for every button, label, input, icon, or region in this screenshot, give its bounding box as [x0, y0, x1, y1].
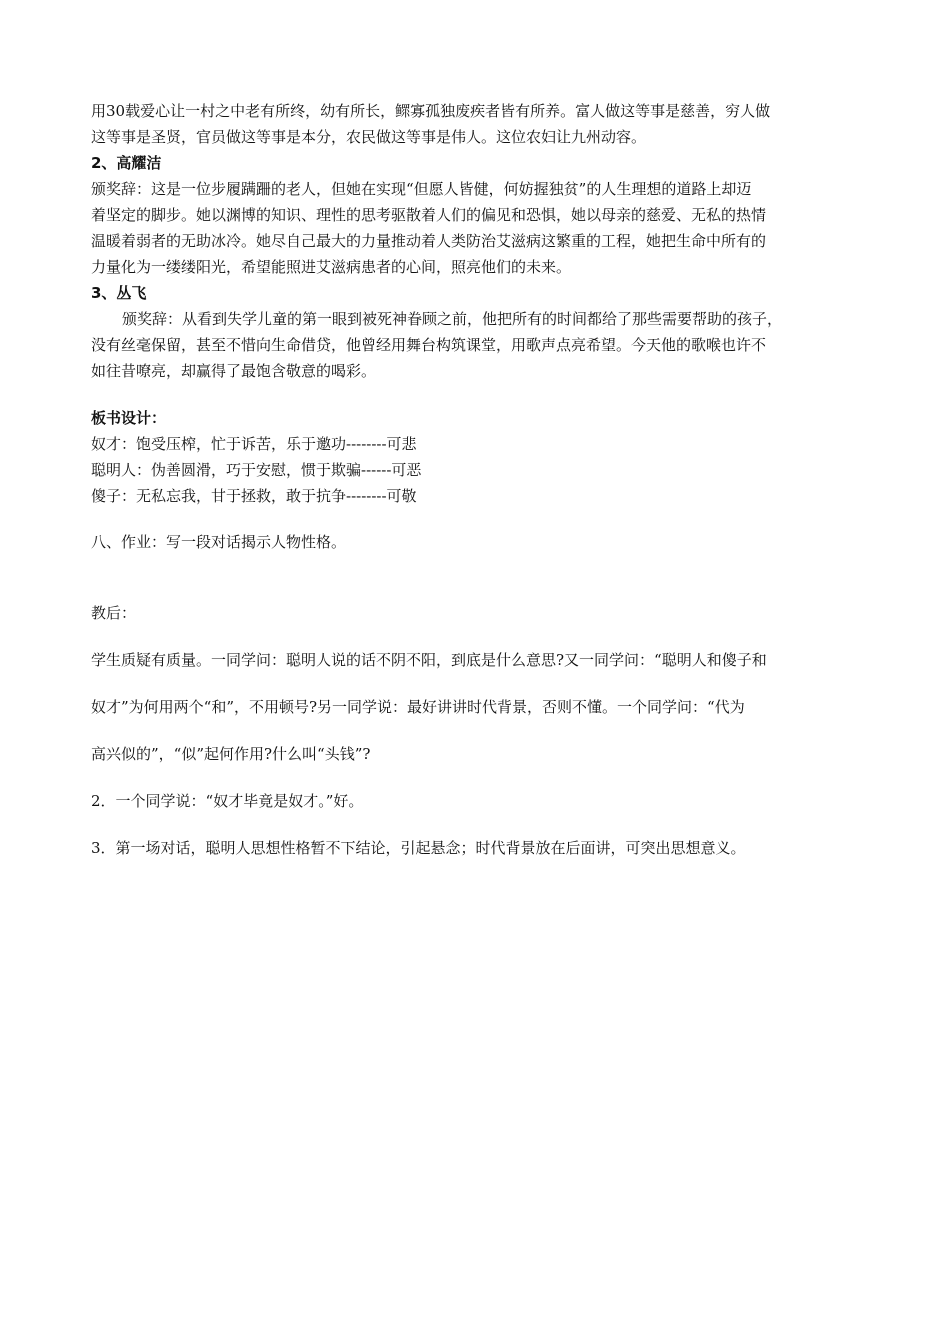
- board-design-heading: 板书设计：: [91, 409, 167, 427]
- spacer: [91, 509, 871, 529]
- award2-text-line-4: 力量化为一缕缕阳光，希望能照进艾滋病患者的心间，照亮他们的未来。: [91, 258, 572, 276]
- award1-text-line-1: 用30载爱心让一村之中老有所终，幼有所长，鳏寡孤独废疾者皆有所养。富人做这等事是慈善，穷人做: [91, 102, 771, 120]
- document-body: [91, 98, 871, 862]
- award3-heading: 3、丛飞: [91, 284, 147, 302]
- reflection-line-2: 奴才”为何用两个“和”，不用顿号?另一同学说：最好讲讲时代背景，否则不懂。一个同学问：“代为: [91, 698, 745, 716]
- award3-text-line-1: 颁奖辞：从看到失学儿童的第一眼到被死神眷顾之前，他把所有的时间都给了那些需要帮助的孩子，: [122, 310, 783, 328]
- reflection-line-5: 3．第一场对话，聪明人思想性格暂不下结论，引起悬念；时代背景放在后面讲，可突出思想意义。: [91, 839, 746, 857]
- board-line-servant: 奴才：饱受压榨，忙于诉苦，乐于邀功--------可悲: [91, 435, 417, 453]
- award2-text-line-2: 着坚定的脚步。她以渊博的知识、理性的思考驱散着人们的偏见和恐惧，她以母亲的慈爱、无私的热情: [91, 206, 767, 224]
- board-line-fool: 傻子：无私忘我，甘于拯救，敢于抗争--------可敬: [91, 487, 417, 505]
- award2-text-line-3: 温暖着弱者的无助冰冷。她尽自己最大的力量推动着人类防治艾滋病这繁重的工程，她把生命中所有的: [91, 232, 767, 250]
- spacer: [91, 555, 871, 599]
- reflection-line-1: 学生质疑有质量。一同学问：聪明人说的话不阴不阳，到底是什么意思?又一同学问：“聪明人和傻子和: [91, 651, 767, 669]
- board-line-wise-man: 聪明人：伪善圆滑，巧于安慰，惯于欺骗------可恶: [91, 461, 422, 479]
- reflection-heading: 教后：: [91, 604, 137, 622]
- reflection-line-3: 高兴似的”，“似”起何作用?什么叫“头钱”?: [91, 745, 371, 763]
- award3-text-line-2: 没有丝毫保留，甚至不惜向生命借贷，他曾经用舞台构筑课堂，用歌声点亮希望。今天他的歌喉也许不: [91, 336, 767, 354]
- award2-heading: 2、高耀洁: [91, 154, 162, 172]
- spacer: [91, 384, 871, 405]
- award3-text-line-3: 如往昔嘹亮，却赢得了最饱含敬意的喝彩。: [91, 362, 377, 380]
- award2-text-line-1: 颁奖辞：这是一位步履蹒跚的老人，但她在实现“但愿人皆健，何妨握独贫”的人生理想的道路上却迈: [91, 180, 752, 198]
- homework-line: 八、作业：写一段对话揭示人物性格。: [91, 533, 347, 551]
- award1-text-line-2: 这等事是圣贤，官员做这等事是本分，农民做这等事是伟人。这位农妇让九州动容。: [91, 128, 647, 146]
- reflection-line-4: 2．一个同学说：“奴才毕竟是奴才。”好。: [91, 792, 364, 810]
